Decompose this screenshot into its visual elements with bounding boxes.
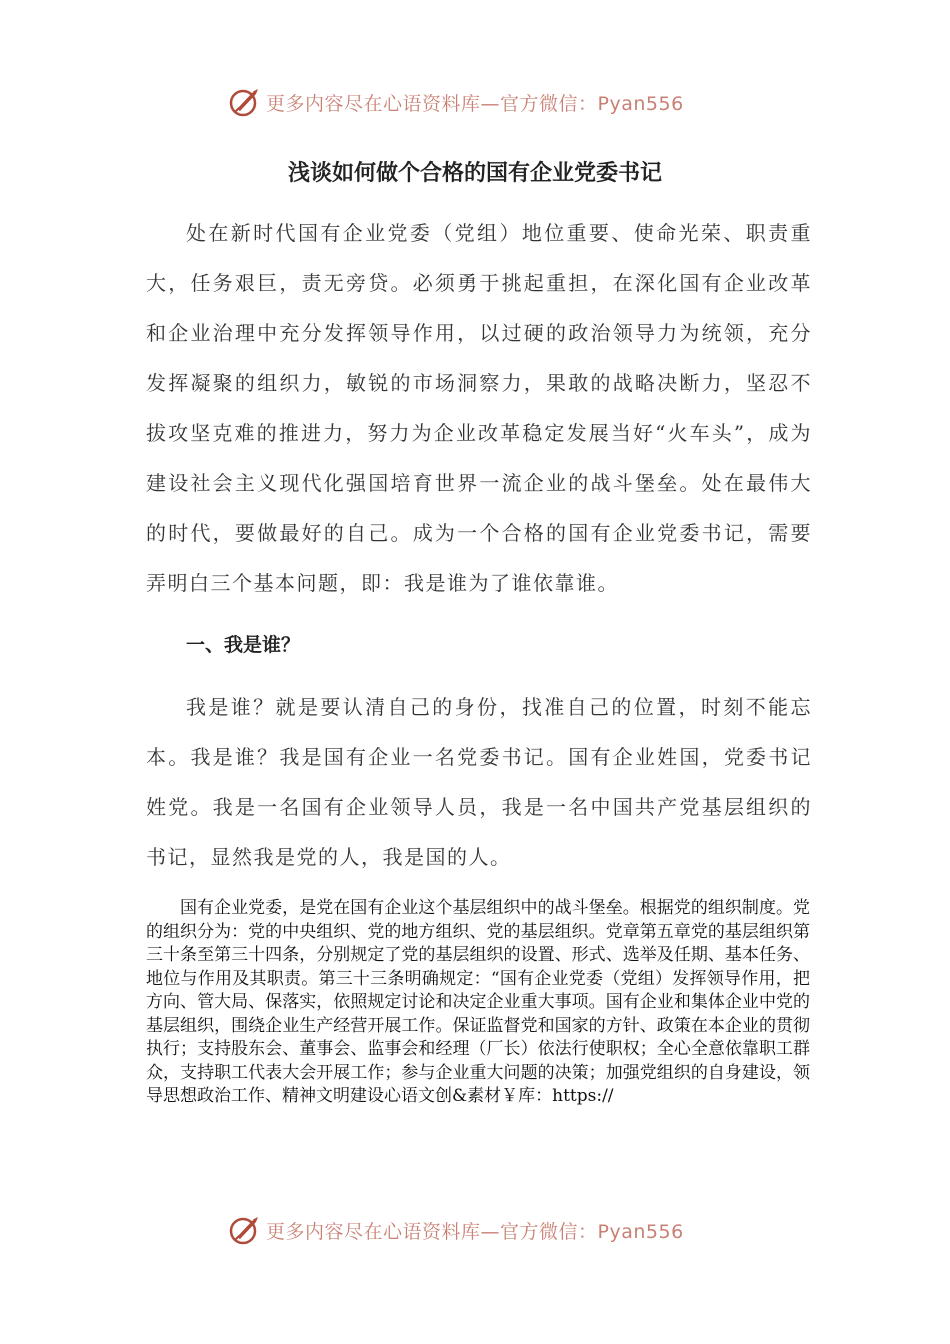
- document-title: 浅谈如何做个合格的国有企业党委书记: [287, 160, 662, 186]
- quill-logo-icon: [228, 1213, 262, 1247]
- watermark-text: 更多内容尽在心语资料库—官方微信：Pyan556: [266, 1220, 684, 1243]
- section-paragraph-small: 国有企业党委，是党在国有企业这个基层组织中的战斗堡垒。根据党的组织制度。党的组织分为：党的中央组织、党的地方组织、党的基层组织。党章第五章党的基层组织第三十条至第三十四条，分别规定了党的基层组织的设置、形式、选举及任期、基本任务、地位与作用及其职责。第三十三条明确规定：“国有企业党委（党组）发挥领导作用，把方向、管大局、保落实，依照规定讨论和决定企业重大事项。国有企业和集体企业中党的基层组织，围绕企业生产经营开展工作。保证监督党和国家的方针、政策在本企业的贯彻执行；支持股东会、董事会、监事会和经理（厂长）依法行使职权；全心全意依靠职工群众，支持职工代表大会开展工作；参与企业重大问题的决策；加强党组织的自身建设，领导思想政治工作、精神文明建设心语文创&素材￥库：https://: [146, 898, 810, 1106]
- watermark-text: 更多内容尽在心语资料库—官方微信：Pyan556: [266, 92, 684, 115]
- intro-paragraph: 处在新时代国有企业党委（党组）地位重要、使命光荣、职责重大，任务艰巨，责无旁贷。必须勇于挑起重担，在深化国有企业改革和企业治理中充分发挥领导作用，以过硬的政治领导力为统领，充分发挥凝聚的组织力，敏锐的市场洞察力，果敢的战略决断力，坚忍不拔攻坚克难的推进力，努力为企业改革稳定发展当好“火车头”，成为建设社会主义现代化强国培育世界一流企业的战斗堡垒。处在最伟大的时代，要做最好的自己。成为一个合格的国有企业党委书记，需要弄明白三个基本问题，即：我是谁为了谁依靠谁。: [146, 221, 812, 595]
- section-heading-who-am-i: 一、我是谁？: [186, 634, 301, 656]
- quill-logo-icon: [228, 85, 262, 119]
- watermark-banner-top: [228, 84, 684, 120]
- watermark-banner-bottom: [228, 1212, 684, 1248]
- section-paragraph: 我是谁？就是要认清自己的身份，找准自己的位置，时刻不能忘本。我是谁？我是国有企业一名党委书记。国有企业姓国，党委书记姓党。我是一名国有企业领导人员，我是一名中国共产党基层组织的书记，显然我是党的人，我是国的人。: [146, 695, 812, 869]
